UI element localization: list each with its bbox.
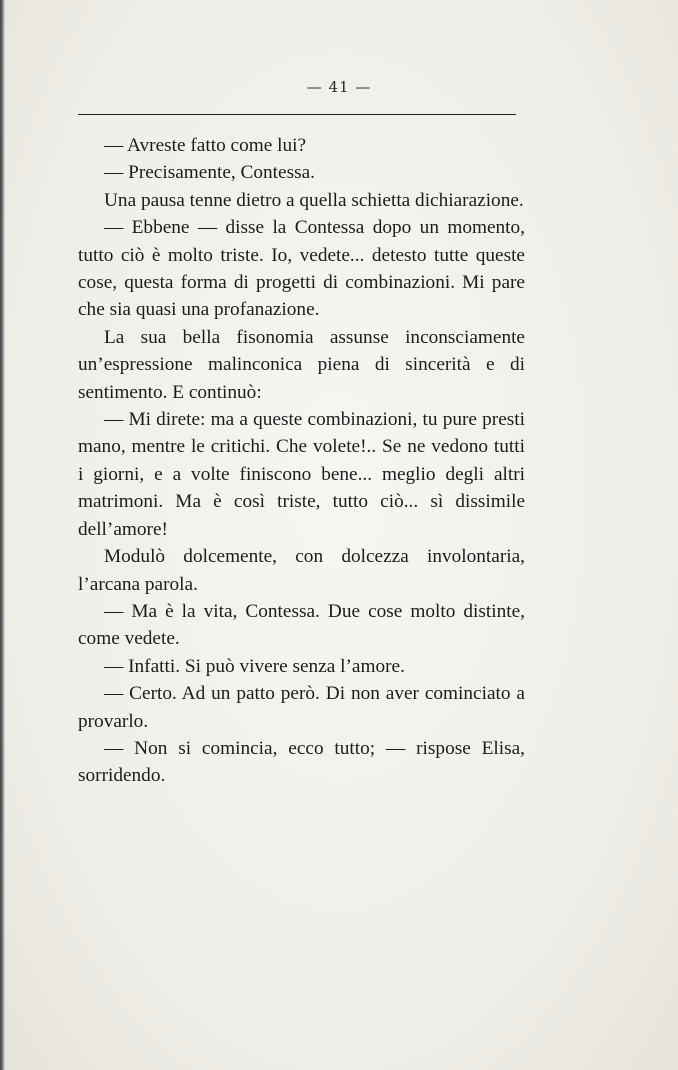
paragraph: — Precisamente, Contessa. [104, 162, 315, 184]
header-rule [78, 114, 516, 115]
paragraph: — Non si comincia, ecco tutto; — rispose Elisa, sorridendo. [78, 737, 525, 787]
paragraph: — Ebbene — disse la Contessa dopo un momento, tutto ciò è molto triste. Io, vedete... detesto tutte queste cose, questa forma di progetti di combinazioni. Mi pare che sia quasi una profanazione. [78, 217, 525, 321]
paragraph: — Avreste fatto come lui? [104, 135, 307, 156]
paragraph: Una pausa tenne dietro a quella schietta dichiarazione. [104, 189, 524, 211]
binding-shadow [0, 0, 5, 1070]
paragraph: Modulò dolcemente, con dolcezza involontaria, l’arcana parola. [78, 546, 525, 595]
page-number: — 41 — [306, 78, 372, 96]
paragraph: — Ma è la vita, Contessa. Due cose molto distinte, come vedete. [78, 600, 525, 650]
body-text [78, 132, 525, 790]
paragraph: — Infatti. Si può vivere senza l’amore. [104, 655, 405, 677]
paragraph: — Certo. Ad un patto però. Di non aver cominciato a provarlo. [78, 683, 525, 732]
paragraph: — Mi direte: ma a queste combinazioni, tu pure presti mano, mentre le critichi. Che volete!.. Se ne vedono tutti i giorni, e a volte finiscono bene... meglio degli altri matrimoni. Ma è così triste, tutto ciò... sì dissimile dell’amore! [78, 409, 525, 540]
paragraph: La sua bella fisonomia assunse inconsciamente un’espressione malinconica piena di sincerità e di sentimento. E continuò: [78, 326, 525, 403]
